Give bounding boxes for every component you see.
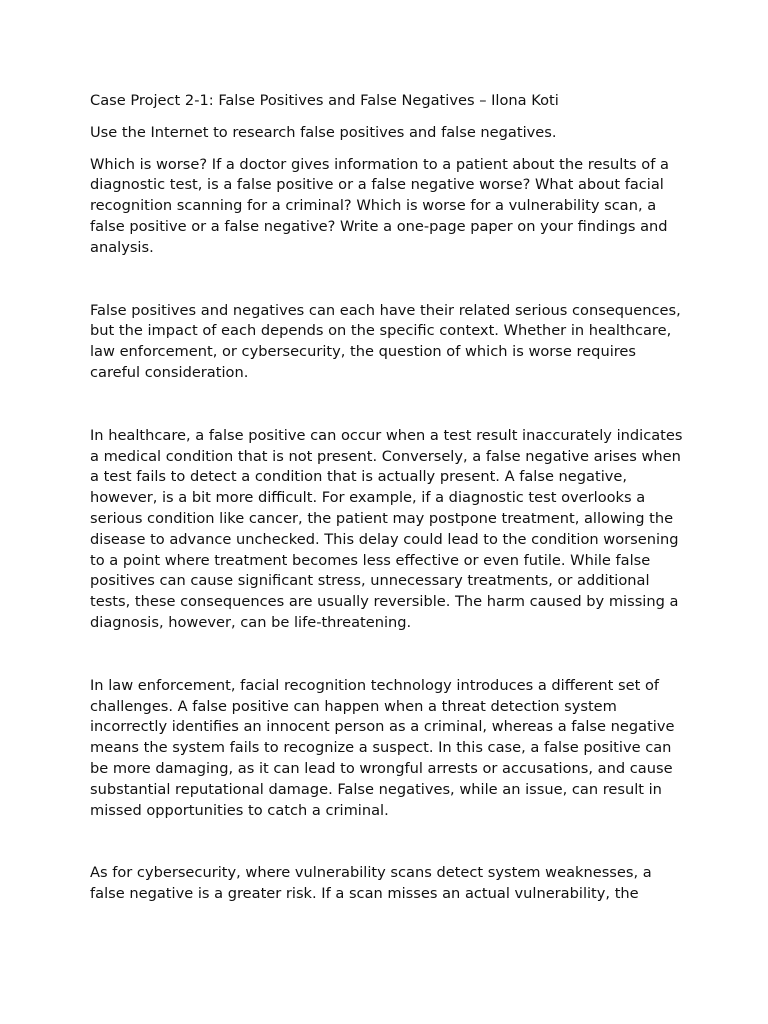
- paragraph-law-enforcement: In law enforcement, facial recognition technology introduces a different set of challenges. A false positive can happen when a threat detection system incorrectly identifies an innocent person as a criminal, whereas a false negative means the system fails to recognize a suspect. In this case, a false positive can be more damaging, as it can lead to wrongful arrests or accusations, and cause substantial reputational damage. False negatives, while an issue, can result in missed opportunities to catch a criminal.: [90, 676, 675, 819]
- document-body: [90, 91, 690, 947]
- paragraph-cybersecurity: As for cybersecurity, where vulnerability scans detect system weaknesses, a false negative is a greater risk. If a scan misses an actual vulnerability, the: [90, 864, 652, 903]
- assignment-instruction: Use the Internet to research false positives and false negatives.: [90, 123, 557, 141]
- document-title: Case Project 2-1: False Positives and False Negatives – Ilona Koti: [90, 92, 559, 109]
- paragraph-healthcare: In healthcare, a false positive can occur when a test result inaccurately indicates a medical condition that is not present. Conversely, a false negative arises when a test fails to detect a condition that is actually present. A false negative, however, is a bit more difficult. For example, if a diagnostic test overlooks a serious condition like cancer, the patient may postpone treatment, allowing the disease to advance unchecked. This delay could lead to the condition worsening to a point where treatment becomes less effective or even futile. While false positives can cause significant stress, unnecessary treatments, or additional tests, these consequences are usually reversible. The harm caused by missing a diagnosis, however, can be life-threatening.: [90, 426, 683, 631]
- paragraph-introduction: False positives and negatives can each have their related serious consequences, but the impact of each depends on the specific context. Whether in healthcare, law enforcement, or cybersecurity, the question of which is worse requires careful consideration.: [90, 301, 681, 381]
- assignment-prompt: Which is worse? If a doctor gives information to a patient about the results of a diagnostic test, is a false positive or a false negative worse? What about facial recognition scanning for a criminal? Which is worse for a vulnerability scan, a false positive or a false negative? Write a one-page paper on your findings and analysis.: [90, 155, 669, 256]
